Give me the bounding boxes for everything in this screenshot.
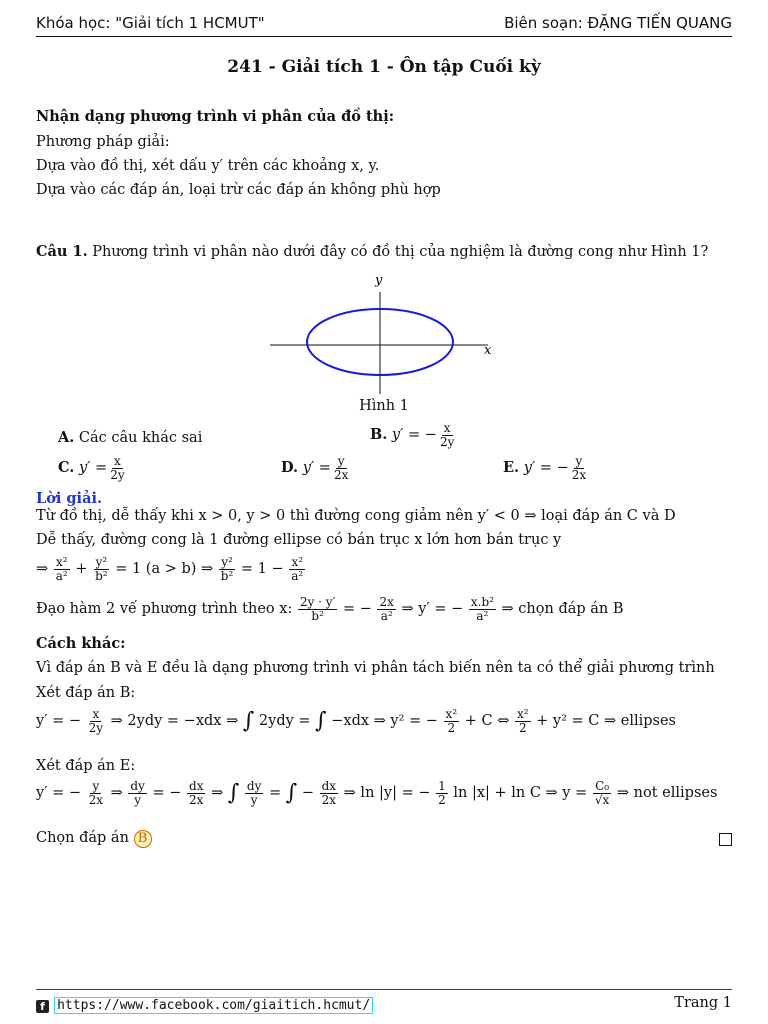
qed-square (719, 833, 732, 846)
alt-heading: Cách khác: (36, 635, 126, 652)
method-label: Phương pháp giải: (36, 134, 170, 150)
option-d-label: D. (281, 459, 299, 477)
solution-line-2: Dễ thấy, đường cong là 1 đường ellipse có bán trục x lớn hơn bán trục y (36, 532, 562, 548)
footer-link-group (36, 994, 373, 1013)
footer-rule (36, 989, 732, 990)
option-d-den: 2x (333, 467, 349, 482)
question-label: Câu 1. (36, 243, 88, 260)
facebook-icon: f (36, 1000, 49, 1013)
header-course: Khóa học: "Giải tích 1 HCMUT" (36, 14, 265, 32)
option-a-label: A. (58, 429, 75, 446)
option-c-num: x (114, 454, 121, 468)
option-c[interactable] (58, 455, 128, 481)
option-c-den: 2y (110, 467, 125, 482)
option-b-lhs: y′ = − (391, 427, 437, 444)
option-c-lhs: y′ = (78, 460, 108, 477)
header-author: Biên soạn: ĐẶNG TIẾN QUANG (504, 14, 732, 32)
solution-eq-b: y′ = − $\frac{x}{2y}$ ⇒ 2ydy = −xdx ⇒ ∫ 2ydy = ∫ −xdx ⇒ y² = − $\frac{\text{x²}}{2}$ + C ⇔ $\frac{\text{x²}}{2}$ + y² = C ⇒ ellipses (36, 707, 676, 735)
option-b-num: x (443, 421, 451, 435)
method-step-1: Dựa vào đồ thị, xét dấu y′ trên các khoảng x, y. (36, 158, 380, 174)
answer-badge: B (134, 830, 152, 848)
page-number: Trang 1 (674, 995, 732, 1011)
solution-eq-1: ⇒ $\frac{\text{x²}}{\text{a²}}$ + $\frac{\text{y²}}{\text{b²}}$ = 1 (a > b) ⇒ $\frac{\text{y²}}{\text{b²}}$ = 1 − $\frac{\text{x²}}{\text{a²}}$ (36, 555, 304, 583)
option-b[interactable] (370, 422, 457, 448)
option-d-num: y (337, 454, 345, 468)
option-b-label: B. (370, 426, 388, 444)
solution-eq-e: y′ = − $\frac{y}{2x}$ ⇒ $\frac{dy}{y}$ = − $\frac{dx}{2x}$ ⇒ ∫ $\frac{dy}{y}$ = ∫ − $\frac{dx}{2x}$ ⇒ ln |y| = − $\frac{1}{2}$ ln |x| + ln C ⇒ y = $\frac{\text{C₀}}{√x}$ ⇒ not ellipses (36, 779, 718, 807)
header-rule (36, 36, 732, 37)
option-e-lhs: y′ = − (523, 460, 569, 477)
option-a-text: Các câu khác sai (78, 430, 203, 446)
section-heading: Nhận dạng phương trình vi phân của đồ thị: (36, 108, 395, 125)
figure-caption: Hình 1 (359, 398, 409, 414)
alt-line: Vì đáp án B và E đều là dạng phương trình vi phân tách biến nên ta có thể giải phương trình (36, 660, 715, 676)
option-e-num: y (575, 454, 583, 468)
figure-ellipse-graph (260, 270, 500, 400)
y-axis-label: y (375, 273, 383, 288)
footer-url-link[interactable]: https://www.facebook.com/giaitich.hcmut/ (54, 997, 373, 1014)
solution-heading: Lời giải. (36, 490, 103, 507)
option-e-den: 2x (571, 467, 587, 482)
question-1 (36, 243, 708, 260)
option-e[interactable] (503, 455, 589, 481)
page-title: 241 - Giải tích 1 - Ôn tập Cuối kỳ (227, 57, 541, 77)
option-b-den: 2y (439, 434, 455, 449)
answer-prefix: Chọn đáp án (36, 830, 129, 846)
solution-line-1: Từ đồ thị, dễ thấy khi x > 0, y > 0 thì đường cong giảm nên y′ < 0 ⇒ loại đáp án C và D (36, 508, 676, 524)
solution-eq-2: Đạo hàm 2 vế phương trình theo x: $\frac{2y \cdot y'}{\text{b²}}$ = − $\frac{2x}{\text{a²}}$ ⇒ y′ = − $\frac{\text{x.b²}}{\text{a²}}$ ⇒ chọn đáp án B (36, 595, 624, 623)
option-a[interactable] (58, 429, 202, 446)
option-e-label: E. (503, 459, 520, 477)
option-c-label: C. (58, 459, 75, 477)
option-d-lhs: y′ = (302, 460, 331, 477)
check-e-label: Xét đáp án E: (36, 758, 136, 774)
method-step-2: Dựa vào các đáp án, loại trừ các đáp án không phù hợp (36, 182, 441, 198)
check-b-label: Xét đáp án B: (36, 685, 136, 701)
x-axis-label: x (484, 343, 492, 358)
option-d[interactable] (281, 455, 351, 481)
question-text: Phương trình vi phân nào dưới đây có đồ thị của nghiệm là đường cong như Hình 1? (92, 244, 709, 260)
final-answer (36, 830, 152, 848)
